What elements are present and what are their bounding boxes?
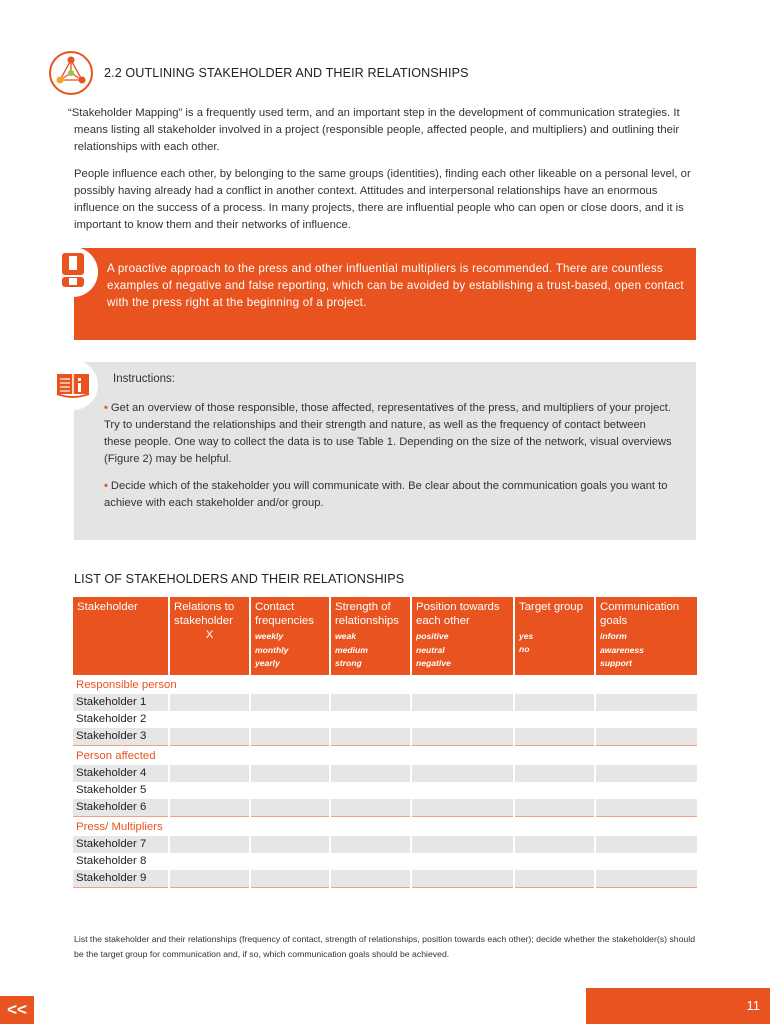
table-cell[interactable] — [514, 782, 595, 799]
table-cell[interactable] — [514, 870, 595, 888]
table-cell[interactable] — [595, 765, 697, 782]
instruction-bullet-2: • Decide which of the stakeholder you will communicate with. Be clear about the communication goals you want to achieve with each stakeholder and/or group. — [104, 480, 668, 509]
table-cell[interactable] — [169, 728, 250, 746]
table-row — [73, 694, 697, 711]
stakeholder-name: Stakeholder 5 — [73, 782, 169, 799]
table-cell[interactable] — [250, 799, 330, 817]
option-monthly: monthly — [255, 644, 289, 655]
stakeholder-name: Stakeholder 3 — [73, 728, 169, 746]
table-cell[interactable] — [411, 799, 514, 817]
table-row — [73, 782, 697, 799]
option-no: no — [519, 644, 530, 654]
back-button[interactable]: << — [0, 996, 34, 1024]
table-cell[interactable] — [595, 694, 697, 711]
stakeholder-name: Stakeholder 7 — [73, 836, 169, 853]
option-yes: yes — [519, 630, 534, 641]
stakeholder-name: Stakeholder 1 — [73, 694, 169, 711]
table-cell[interactable] — [169, 711, 250, 728]
table-cell[interactable] — [169, 836, 250, 853]
instruction-bullet-1: • Get an overview of those responsible, those affected, representatives of the press, and multipliers of your project. Try to understand the relationships and their strength and nature, as well as the frequency of contact between these people. One way to collect the data is to use Table 1. Depending on the size of the network, visual overviews (Figure 2) may be helpful. — [104, 402, 672, 465]
table-cell[interactable] — [169, 694, 250, 711]
instruction-text-1: Get an overview of those responsible, those affected, representatives of the press, and multipliers of your project. Try to understand the relationships and their strength and nature, as well as the frequency of contact between these people. One way to collect the data is to use Table 1. Depending on the size of the network, visual overviews (Figure 2) may be helpful. — [104, 402, 672, 465]
table-cell[interactable] — [330, 870, 411, 888]
table-cell[interactable] — [514, 694, 595, 711]
header-strength — [330, 597, 411, 675]
group-label: Person affected — [73, 745, 697, 765]
group-row-press — [73, 816, 697, 836]
table-cell[interactable] — [411, 728, 514, 746]
table-cell[interactable] — [514, 728, 595, 746]
table-cell[interactable] — [411, 765, 514, 782]
table-cell[interactable] — [250, 782, 330, 799]
table-cell[interactable] — [250, 870, 330, 888]
intro-paragraph-2: People influence each other, by belonging to the same groups (identities), finding each other likeable on a personal level, or possibly having already had a conflict in another context. Attitudes and interpersonal relationships have an enormous influence on the success of a process. In many projects, there are influential people who can open or close doors, and it is important to know them and their networks of influence. — [74, 168, 691, 231]
stakeholder-name: Stakeholder 9 — [73, 870, 169, 888]
table-row — [73, 799, 697, 817]
stakeholder-name: Stakeholder 6 — [73, 799, 169, 817]
option-strong: strong — [335, 658, 362, 668]
table-row — [73, 853, 697, 870]
table-cell[interactable] — [330, 836, 411, 853]
table-row — [73, 765, 697, 782]
table-cell[interactable] — [595, 870, 697, 888]
table-cell[interactable] — [514, 711, 595, 728]
header-strength-label: Strength of relationships — [335, 601, 399, 627]
table-cell[interactable] — [330, 728, 411, 746]
exclamation-icon — [48, 247, 98, 297]
table-cell[interactable] — [411, 694, 514, 711]
option-medium: medium — [335, 644, 368, 655]
table-cell[interactable] — [330, 853, 411, 870]
option-positive: positive — [416, 631, 449, 641]
table-cell[interactable] — [169, 853, 250, 870]
instructions-title: Instructions: — [113, 373, 175, 385]
option-weekly: weekly — [255, 631, 284, 641]
header-position — [411, 597, 514, 675]
network-icon — [48, 50, 94, 96]
table-row — [73, 728, 697, 746]
option-negative: negative — [416, 658, 451, 668]
header-goals-label: Communication goals — [600, 601, 680, 627]
table-cell[interactable] — [595, 853, 697, 870]
option-support: support — [600, 658, 632, 668]
table-cell[interactable] — [595, 728, 697, 746]
instruction-text-2: Decide which of the stakeholder you will communicate with. Be clear about the communication goals you want to achieve with each stakeholder and/or group. — [104, 480, 668, 509]
group-label: Press/ Multipliers — [73, 816, 697, 836]
table-cell[interactable] — [169, 782, 250, 799]
header-relations-label: Relations to stakeholder — [174, 601, 235, 627]
table-cell[interactable] — [330, 782, 411, 799]
header-stakeholder-label: Stakeholder — [77, 601, 138, 613]
page-number: 11 — [746, 998, 760, 1013]
header-relations — [169, 597, 250, 675]
stakeholder-name: Stakeholder 4 — [73, 765, 169, 782]
table-cell[interactable] — [411, 711, 514, 728]
header-contact — [250, 597, 330, 675]
info-book-icon — [48, 360, 98, 410]
header-position-label: Position towards each other — [416, 601, 500, 627]
table-cell[interactable] — [514, 765, 595, 782]
intro-paragraph-1: “Stakeholder Mapping” is a frequently used term, and an important step in the development of communication strategies. It means listing all stakeholder involved in a project (responsible people, affected people, and multipliers) and outlining their relationships with each other. — [68, 107, 680, 153]
header-target — [514, 597, 595, 675]
table-cell[interactable] — [250, 836, 330, 853]
group-row-responsible — [73, 675, 697, 694]
header-relations-x: X — [205, 629, 214, 641]
table-cell[interactable] — [169, 870, 250, 888]
table-cell[interactable] — [514, 836, 595, 853]
table-cell[interactable] — [595, 782, 697, 799]
table-row — [73, 870, 697, 888]
table-row — [73, 836, 697, 853]
stakeholder-name: Stakeholder 2 — [73, 711, 169, 728]
table-row — [73, 711, 697, 728]
header-goals — [595, 597, 697, 675]
table-cell[interactable] — [411, 782, 514, 799]
table-cell[interactable] — [595, 711, 697, 728]
table-cell[interactable] — [595, 799, 697, 817]
table-cell[interactable] — [411, 853, 514, 870]
table-cell[interactable] — [169, 799, 250, 817]
section-title: 2.2 OUTLINING STAKEHOLDER AND THEIR RELATIONSHIPS — [104, 66, 469, 80]
group-label: Responsible person — [76, 678, 177, 691]
option-inform: inform — [600, 631, 627, 641]
table-footnote: List the stakeholder and their relationships (frequency of contact, strength of relationships, position towards each other); decide whether the stakeholder(s) should be the target group for communication and, if so, which communication goals should be achieved. — [74, 934, 696, 959]
table-cell[interactable] — [169, 765, 250, 782]
header-contact-label: Contact frequencies — [255, 601, 314, 627]
alert-text: A proactive approach to the press and other influential multipliers is recommended. There are countless examples of negative and false reporting, which can be avoided by establishing a trust-based, open contact with the press right at the beginning of a project. — [107, 262, 684, 309]
table-cell[interactable] — [595, 836, 697, 853]
option-neutral: neutral — [416, 644, 445, 655]
table-title: LIST OF STAKEHOLDERS AND THEIR RELATIONSHIPS — [74, 572, 405, 586]
table-cell[interactable] — [330, 711, 411, 728]
table-cell[interactable] — [330, 694, 411, 711]
option-weak: weak — [335, 631, 357, 641]
table-cell[interactable] — [514, 853, 595, 870]
table-cell[interactable] — [411, 870, 514, 888]
table-cell[interactable] — [330, 799, 411, 817]
table-cell[interactable] — [250, 694, 330, 711]
stakeholder-table — [73, 597, 697, 888]
table-cell[interactable] — [514, 799, 595, 817]
table-cell[interactable] — [250, 853, 330, 870]
option-awareness: awareness — [600, 644, 644, 655]
table-cell[interactable] — [250, 711, 330, 728]
table-header-row — [73, 597, 697, 675]
table-cell[interactable] — [330, 765, 411, 782]
option-yearly: yearly — [255, 658, 280, 668]
header-target-label: Target group — [519, 601, 583, 613]
table-cell[interactable] — [250, 765, 330, 782]
group-row-affected — [73, 745, 697, 765]
table-cell[interactable] — [250, 728, 330, 746]
table-cell[interactable] — [411, 836, 514, 853]
header-stakeholder — [73, 597, 169, 675]
stakeholder-name: Stakeholder 8 — [73, 853, 169, 870]
